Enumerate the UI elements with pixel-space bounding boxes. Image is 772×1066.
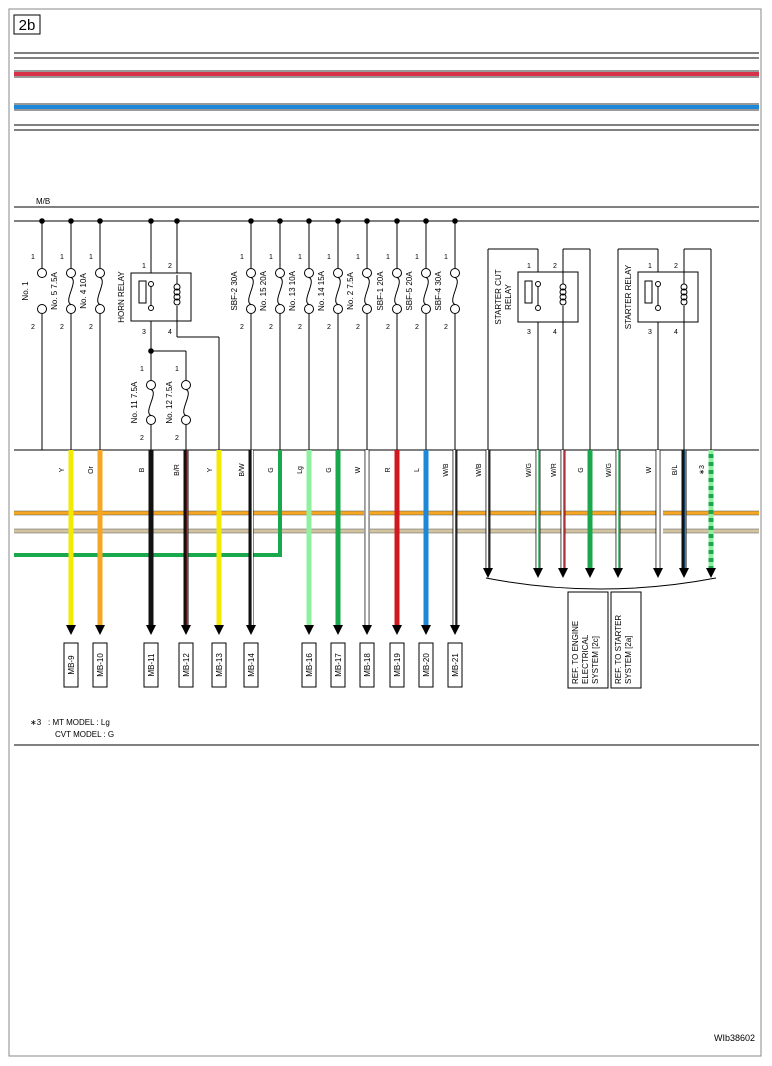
wire-labels	[59, 463, 706, 477]
wire-label: Lg	[297, 466, 304, 474]
wire-arrow	[450, 625, 460, 635]
wire-b-r	[181, 450, 191, 635]
wire-stripe	[709, 530, 714, 534]
note-line-1: : MT MODEL : Lg	[48, 718, 110, 727]
fuse-name: SBF-1 20A	[376, 271, 385, 311]
relay-pin: 4	[168, 329, 172, 336]
wire-core	[307, 450, 312, 625]
wire-stripe	[709, 562, 714, 566]
fuse-terminal	[451, 305, 460, 314]
wire-stripe	[709, 506, 714, 510]
fuse-name: No. 5 7.5A	[50, 272, 59, 310]
fuse-terminal	[393, 269, 402, 278]
wire-lg	[304, 450, 314, 635]
fuse-10	[405, 254, 431, 331]
wire-stripe	[455, 450, 456, 625]
page-label: 2b	[18, 17, 36, 34]
wire-arrow	[304, 625, 314, 635]
relay-pin: 3	[648, 329, 652, 336]
relay-name: STARTER RELAY	[624, 264, 633, 330]
wire-arrow	[246, 625, 256, 635]
relay-switch	[139, 281, 146, 303]
fuse-name: SBF-2 30A	[230, 271, 239, 311]
fuse-pin: 2	[327, 324, 331, 331]
wire-label: Or	[88, 466, 95, 474]
wire-label: B	[139, 467, 146, 473]
wire-core	[588, 450, 593, 568]
relay-pin: 1	[527, 263, 531, 270]
fuse-terminal	[305, 269, 314, 278]
starter-cut-relay	[494, 263, 578, 336]
relay-contact	[536, 306, 541, 311]
wire-arrow	[653, 568, 663, 578]
relay-switch	[645, 281, 652, 303]
connector-mb-12	[179, 643, 193, 687]
connector-label: MB-14	[247, 653, 256, 677]
connector-mb-21	[448, 643, 462, 687]
connector-mb-16	[302, 643, 316, 687]
fuse-name: No. 1	[21, 281, 30, 301]
fuse-terminal	[334, 305, 343, 314]
fuse-terminal	[276, 305, 285, 314]
fuse-name: SBF-4 30A	[434, 271, 443, 311]
wire-arrow	[679, 568, 689, 578]
fuse-pin: 1	[140, 366, 144, 373]
wire-arrow	[333, 625, 343, 635]
note-line-2: CVT MODEL : G	[55, 730, 115, 739]
reference-boxes	[568, 592, 641, 688]
reference-text: SYSTEM [2a]	[624, 635, 633, 684]
wire-label: B/W	[239, 463, 246, 477]
horn-relay	[117, 263, 191, 336]
connector-mb-11	[144, 643, 158, 687]
fuse-5	[259, 254, 285, 331]
relay-contact	[149, 306, 154, 311]
wire-arrow	[613, 568, 623, 578]
wire-label: Y	[207, 467, 214, 473]
fuse-pin: 2	[175, 435, 179, 442]
components	[21, 254, 698, 442]
relay-pin: 1	[648, 263, 652, 270]
wire-core	[424, 450, 429, 625]
wire-stripe	[709, 450, 714, 454]
wire-label: G	[268, 467, 275, 473]
wire-label: W	[355, 466, 362, 474]
fuse-terminal	[96, 305, 105, 314]
wire-or	[95, 450, 105, 635]
wire-stripe	[709, 466, 714, 470]
fuse-pin: 1	[89, 254, 93, 261]
bus-label: M/B	[36, 197, 51, 206]
fuse-3	[79, 254, 105, 331]
wire-arrow	[214, 625, 224, 635]
fuse-name: No. 4 10A	[79, 273, 88, 309]
wire-stripe	[709, 522, 714, 526]
fuse-pin: 2	[240, 324, 244, 331]
wire-r	[392, 450, 402, 635]
starter-relay	[624, 263, 698, 336]
fuse-terminal	[147, 381, 156, 390]
fuse-terminal	[247, 305, 256, 314]
relay-name: RELAY	[504, 284, 513, 310]
relay-contact	[536, 282, 541, 287]
fuse-terminal	[422, 305, 431, 314]
fuse-link	[69, 278, 74, 305]
wire-y	[214, 450, 224, 635]
fuse-pin: 1	[269, 254, 273, 261]
connector-mb-20	[419, 643, 433, 687]
wire-label: W/G	[606, 463, 613, 477]
wire-l	[421, 450, 431, 635]
wire-label: G	[578, 467, 585, 473]
connector-mb-18	[360, 643, 374, 687]
wire-label: B/R	[174, 464, 181, 476]
wire-core	[217, 450, 222, 625]
fuse-terminal	[276, 269, 285, 278]
connector-mb-19	[390, 643, 404, 687]
wire-label: ∗3	[699, 465, 706, 475]
connector-label: MB-10	[96, 653, 105, 677]
connector-label: MB-21	[451, 653, 460, 677]
fuse-link	[307, 278, 312, 305]
fuse-name: No. 2 7.5A	[346, 272, 355, 310]
wire-stripe	[709, 458, 714, 462]
wire-stripe	[709, 498, 714, 502]
reference-box-2	[611, 592, 641, 688]
fuse-terminal	[334, 269, 343, 278]
fuse-terminal	[147, 416, 156, 425]
wire-label: G	[326, 467, 333, 473]
fuse-terminal	[182, 381, 191, 390]
relay-contact	[656, 306, 661, 311]
wire-label: W/G	[526, 463, 533, 477]
reference-box-1	[568, 592, 608, 688]
wire-label: B/L	[672, 464, 679, 476]
fuse-7	[317, 254, 343, 331]
connector-label: MB-13	[215, 653, 224, 677]
wire-arrow	[95, 625, 105, 635]
wire-arrow	[362, 625, 372, 635]
wire-core	[149, 450, 154, 625]
wire-label: W/R	[551, 463, 558, 477]
fuse-6	[288, 254, 314, 331]
fuse-pin: 2	[31, 324, 35, 331]
relay-switch	[525, 281, 532, 303]
fuse-terminal	[96, 269, 105, 278]
connectors	[64, 643, 462, 687]
fuse-terminal	[422, 269, 431, 278]
fuse-terminal	[67, 305, 76, 314]
fuse-1	[21, 254, 47, 331]
wire-arrow	[706, 568, 716, 578]
wire-stripe	[709, 538, 714, 542]
relay-pin: 4	[674, 329, 678, 336]
wire-stripe	[709, 514, 714, 518]
fuse-13	[165, 366, 191, 442]
fuse-name: No. 13 10A	[288, 270, 297, 312]
connector-mb-13	[212, 643, 226, 687]
fuse-pin: 1	[60, 254, 64, 261]
wire-stripe	[685, 450, 686, 568]
wire-arrow	[66, 625, 76, 635]
fuse-terminal	[363, 269, 372, 278]
reference-text: SYSTEM [2c]	[591, 635, 600, 684]
tan-harness	[370, 529, 658, 533]
wire-stripe	[618, 450, 619, 568]
wire-label: Y	[59, 467, 66, 473]
wire-core	[365, 450, 368, 625]
wire-stripe	[488, 450, 489, 568]
fuse-terminal	[67, 269, 76, 278]
fuse-terminal	[451, 269, 460, 278]
wire-core	[98, 450, 103, 625]
fuse-pin: 1	[415, 254, 419, 261]
fuse-pin: 2	[386, 324, 390, 331]
harness-bands	[14, 450, 759, 557]
fuse-pin: 1	[240, 254, 244, 261]
wire-w-b	[450, 450, 460, 635]
wire-g	[333, 450, 343, 635]
connector-label: MB-16	[305, 653, 314, 677]
top-bus-lines	[14, 53, 759, 130]
fuse-terminal	[393, 305, 402, 314]
wire-stripe	[252, 450, 253, 625]
wire-b-w	[246, 450, 256, 635]
wire-core	[69, 450, 74, 625]
relay-pin: 2	[553, 263, 557, 270]
fuse-8	[346, 254, 372, 331]
fuse-terminal	[305, 305, 314, 314]
wire-stripe	[709, 482, 714, 486]
wire-arrow	[558, 568, 568, 578]
blue-bus	[14, 105, 759, 109]
wire-arrow	[392, 625, 402, 635]
wire-b	[146, 450, 156, 635]
relay-contact	[149, 282, 154, 287]
wire-stripe	[563, 450, 564, 568]
wire-arrow	[483, 568, 493, 578]
connector-label: MB-12	[182, 653, 191, 677]
fuse-link	[98, 278, 103, 305]
wire-arrow	[181, 625, 191, 635]
fuse-12	[130, 366, 156, 442]
wire-y	[66, 450, 76, 635]
wire-stripe	[709, 490, 714, 494]
connector-mb-17	[331, 643, 345, 687]
fuse-pin: 1	[298, 254, 302, 261]
reference-text: REF. TO ENGINE	[571, 620, 580, 684]
relay-pin: 2	[168, 263, 172, 270]
connector-label: MB-9	[67, 655, 76, 675]
wire-core	[336, 450, 341, 625]
relay-pin: 3	[527, 329, 531, 336]
fuse-pin: 2	[140, 435, 144, 442]
fuse-11	[434, 254, 460, 331]
wire-label: W/B	[476, 463, 483, 477]
fuse-pin: 1	[31, 254, 35, 261]
fuse-link	[365, 278, 370, 305]
fuse-pin: 1	[356, 254, 360, 261]
fuse-pin: 1	[327, 254, 331, 261]
connector-label: MB-11	[147, 653, 156, 677]
fuse-terminal	[38, 269, 47, 278]
fuse-name: SBF-5 20A	[405, 271, 414, 311]
wire-arrow	[421, 625, 431, 635]
fuse-pin: 1	[386, 254, 390, 261]
wire-stripe	[538, 450, 539, 568]
fuse-name: No. 11 7.5A	[130, 381, 139, 424]
fuse-link	[336, 278, 341, 305]
relay-pin: 4	[553, 329, 557, 336]
fuse-link	[395, 278, 400, 305]
fuse-2	[50, 254, 76, 331]
relay-pin: 2	[674, 263, 678, 270]
wire-arrow	[585, 568, 595, 578]
fuse-pin: 2	[60, 324, 64, 331]
fuse-pin: 1	[444, 254, 448, 261]
connector-mb-14	[244, 643, 258, 687]
doc-code: WIb38602	[713, 1033, 755, 1043]
wire-label: W	[646, 466, 653, 474]
wire-label: L	[414, 468, 421, 472]
fuse-terminal	[38, 305, 47, 314]
fuse-name: No. 12 7.5A	[165, 381, 174, 424]
green-route	[278, 450, 282, 557]
fuse-pin: 2	[269, 324, 273, 331]
wire-stripe	[709, 546, 714, 550]
connector-label: MB-19	[393, 653, 402, 677]
wire-arrow	[533, 568, 543, 578]
green-route	[14, 553, 282, 557]
fuse-link	[184, 390, 189, 416]
orange-harness	[370, 511, 658, 515]
wire-label: R	[385, 467, 392, 473]
fuse-9	[376, 254, 402, 331]
connector-label: MB-20	[422, 653, 431, 677]
fuse-terminal	[182, 416, 191, 425]
connector-mb-10	[93, 643, 107, 687]
wire-stripe	[187, 450, 188, 625]
fuse-pin: 2	[415, 324, 419, 331]
wire-arrow	[146, 625, 156, 635]
fuse-pin: 1	[175, 366, 179, 373]
merge-arc	[486, 578, 716, 589]
fuse-link	[278, 278, 283, 305]
wire-w	[362, 450, 372, 635]
wire-core	[395, 450, 400, 625]
connector-label: MB-18	[363, 653, 372, 677]
note-mark: ∗3	[30, 718, 42, 727]
connector-label: MB-17	[334, 653, 343, 677]
wire-stripe	[709, 474, 714, 478]
fuse-name: No. 14 15A	[317, 270, 326, 312]
fuse-terminal	[247, 269, 256, 278]
red-bus	[14, 72, 759, 76]
relay-pin: 1	[142, 263, 146, 270]
relay-name: STARTER CUT	[494, 269, 503, 325]
wire-label: W/B	[443, 463, 450, 477]
fuse-pin: 2	[89, 324, 93, 331]
fuse-name: No. 15 20A	[259, 270, 268, 312]
wire-stripe	[709, 554, 714, 558]
connector-mb-9	[64, 643, 78, 687]
wire-core	[656, 450, 659, 568]
fuse-terminal	[363, 305, 372, 314]
fuse-4	[230, 254, 256, 331]
relay-contact	[656, 282, 661, 287]
fuse-link	[424, 278, 429, 305]
fuse-pin: 2	[356, 324, 360, 331]
fuse-link	[453, 278, 458, 305]
fuse-link	[249, 278, 254, 305]
reference-text: ELECTRICAL	[581, 634, 590, 684]
fuse-pin: 2	[444, 324, 448, 331]
fuse-link	[149, 390, 154, 416]
reference-text: REF. TO STARTER	[614, 614, 623, 684]
relay-pin: 3	[142, 329, 146, 336]
fuse-pin: 2	[298, 324, 302, 331]
relay-name: HORN RELAY	[117, 271, 126, 323]
model-note	[30, 718, 114, 739]
